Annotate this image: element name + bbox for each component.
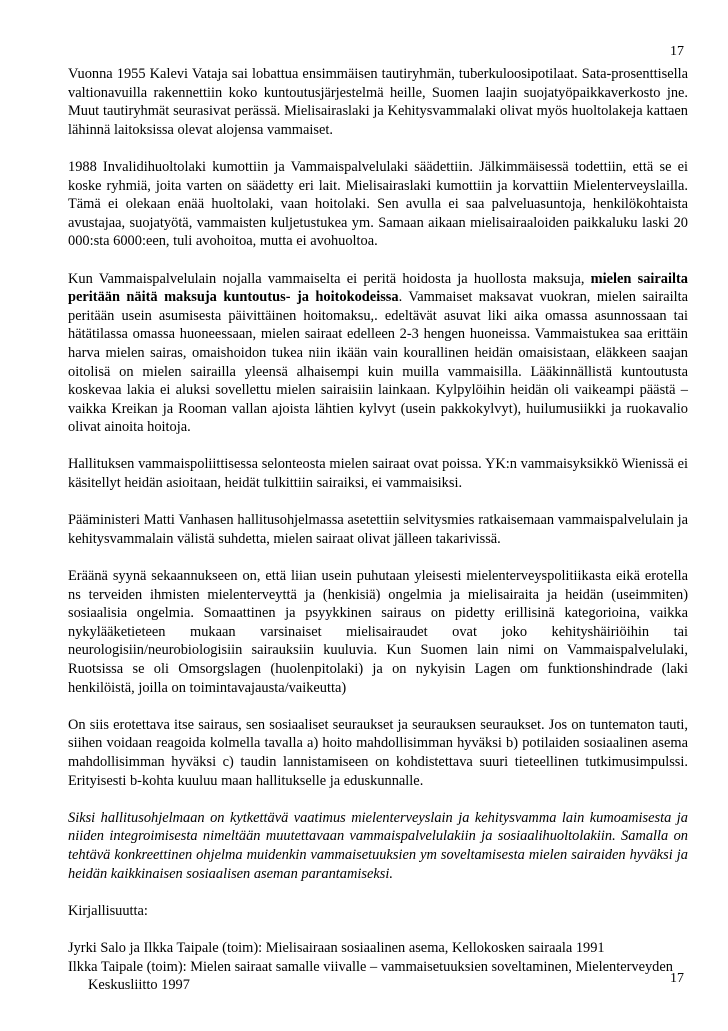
paragraph-2: 1988 Invalidihuoltolaki kumottiin ja Vammaispalvelulaki säädettiin. Jälkimmäisessä todettiin, että se ei koske ryhmiä, joita varten on säädetty eri lait. Mielisairaslaki kumottiin ja korvattiin Mielenterveyslailla. Tämä ei olekaan enää huoltolaki, vaan hoitolaki. Sen avulla ei saa palveluasuntoja, henkilökohtaista avustajaa, suojatyötä, vammaisten kuljetustukea ym. Samaan aikaan mielisairaaloiden paikkaluku laski 20 000:sta 6000:een, tuli avohoitoa, mutta ei avohuoltoa.	[68, 158, 688, 250]
paragraph-6: Eräänä syynä sekaannukseen on, että liian usein puhutaan yleisesti mielenterveyspolitiikasta eikä erotella ns terveiden ihmisten mielenterveyttä ja (henkisiä) ongelmia ja mielisairaita ja heidän (useimmiten) sosiaalisia ongelmia. Somaattinen ja psyykkinen sairaus on pidetty erillisinä kategorioina, vaikka nykylääketieteen mukaan varsinaiset mielisairaudet ovat joko kehityshäiriöihin tai neurologisiin/neurobiologisiin sairauksiin kuuluvia. Kun Suomen lain nimi on Vammaispalvelulaki, Ruotsissa se oli Omsorgslagen (huolenpitolaki) ja on nykyisin Lagen om funktionshindrade (laki henkilöistä, joilla on toimintavajausta/vaikeutta)	[68, 568, 688, 696]
paragraph-1: Vuonna 1955 Kalevi Vataja sai lobattua ensimmäisen tautiryhmän, tuberkuloosipotilaat. Sata-prosenttisella valtionavuilla rakennettiin koko kuntoutusjärjestelmä heille, Suomen laajin suojatyöpaikkaverkosto jne. Muut tautiryhmät seurasivat perässä. Mielisairaslaki ja Kehitysvammalaki olivat myös huoltolakeja kattaen lähinnä laitoksissa olevat alojensa vammaiset.	[68, 66, 688, 138]
paragraph-8-conclusion: Siksi hallitusohjelmaan on kytkettävä vaatimus mielenterveyslain ja kehitysvamma lain kumoamisesta ja niiden integroimisesta nimeltään muutettavaan vammaispalvelulakiin ja sosiaalihuoltolakiin. Samalla on tehtävä konkreettinen ohjelma muidenkin vammaisetuuksien ym soveltamisesta mielen sairaiden hyväksi ja heidän kaikkinaisen sosiaalisen aseman parantamiseksi.	[68, 809, 688, 882]
paragraph-3-emphasis: mielen sairailta peritään näitä maksuja kuntoutus- ja hoitokodeissa	[68, 270, 688, 306]
paragraph-3-rest: . Vammaiset maksavat vuokran, mielen sairailta peritään usein asumisesta päivittäinen hoitomaksu,. edeltävät asuvat liki aika omassa asunnossaan tai hätätilassa omassa huoneessaan, mielen sairaat edelleen 2-3 hengen huoneissa. Vammaistukea saa erittäin harva mielen sairas, omaishoidon tukea niin ikään vain kourallinen heidän omaisistaan, eläkkeen saajan oitolisä on mielen sairailla yleensä alhaisempi kuin muilla vammaisilla. Lääkinnällistä kuntoutusta koskevaa lakia ei aluksi sovellettu mielen sairaisiin lainkaan. Kylpylöihin heidän oli vaikeampi päästä – vaikka Kreikan ja Rooman vallan ajoista lähtien kylvyt (usein pakkokylvyt), huilumusiikki ja ruokavalio olivat ainoita hoitoja.	[68, 289, 688, 436]
paragraph-4: Hallituksen vammaispoliittisessa selonteosta mielen sairaat ovat poissa. YK:n vammaisyksikkö Wienissä ei käsitellyt heidän asioitaan, heidät tulkittiin sairaiksi, ei vammaisiksi.	[68, 456, 688, 492]
references-heading: Kirjallisuutta:	[68, 902, 148, 919]
paragraph-5: Pääministeri Matti Vanhasen hallitusohjelmassa asetettiin selvitysmies ratkaisemaan vammaispalvelulain ja kehitysvammalain välistä suhdetta, mielen sairaat olivat jälleen takarivissä.	[68, 512, 688, 547]
reference-item: Ilkka Taipale (toim): Mielen sairaat samalle viivalle – vammaisetuuksien soveltaminen, Mielenterveyden Keskusliitto 1997	[68, 958, 673, 994]
page-number-bottom: 17	[670, 971, 684, 986]
document-body	[68, 65, 688, 995]
paragraph-3-intro: Kun Vammaispalvelulain nojalla vammaiselta ei peritä hoidosta ja huollosta maksuja,	[68, 270, 591, 287]
reference-item: Jyrki Salo ja Ilkka Taipale (toim): Mielisairaan sosiaalinen asema, Kellokosken sairaala 1991	[68, 939, 605, 956]
page-number-top: 17	[670, 44, 684, 59]
paragraph-7: On siis erotettava itse sairaus, sen sosiaaliset seuraukset ja seurauksen seuraukset. Jos on tuntematon tauti, siihen voidaan reagoida kolmella tavalla a) hoito mahdollisimman hyväksi b) potilaiden sosiaalinen asema mahdollisimman hyväksi c) taudin lannistamiseen on kohdistettava suuri tieteellinen tutkimusimpulssi. Erityisesti b-kohta kuuluu maan hallitukselle ja eduskunnalle.	[68, 716, 688, 789]
paragraph-3	[68, 270, 688, 437]
